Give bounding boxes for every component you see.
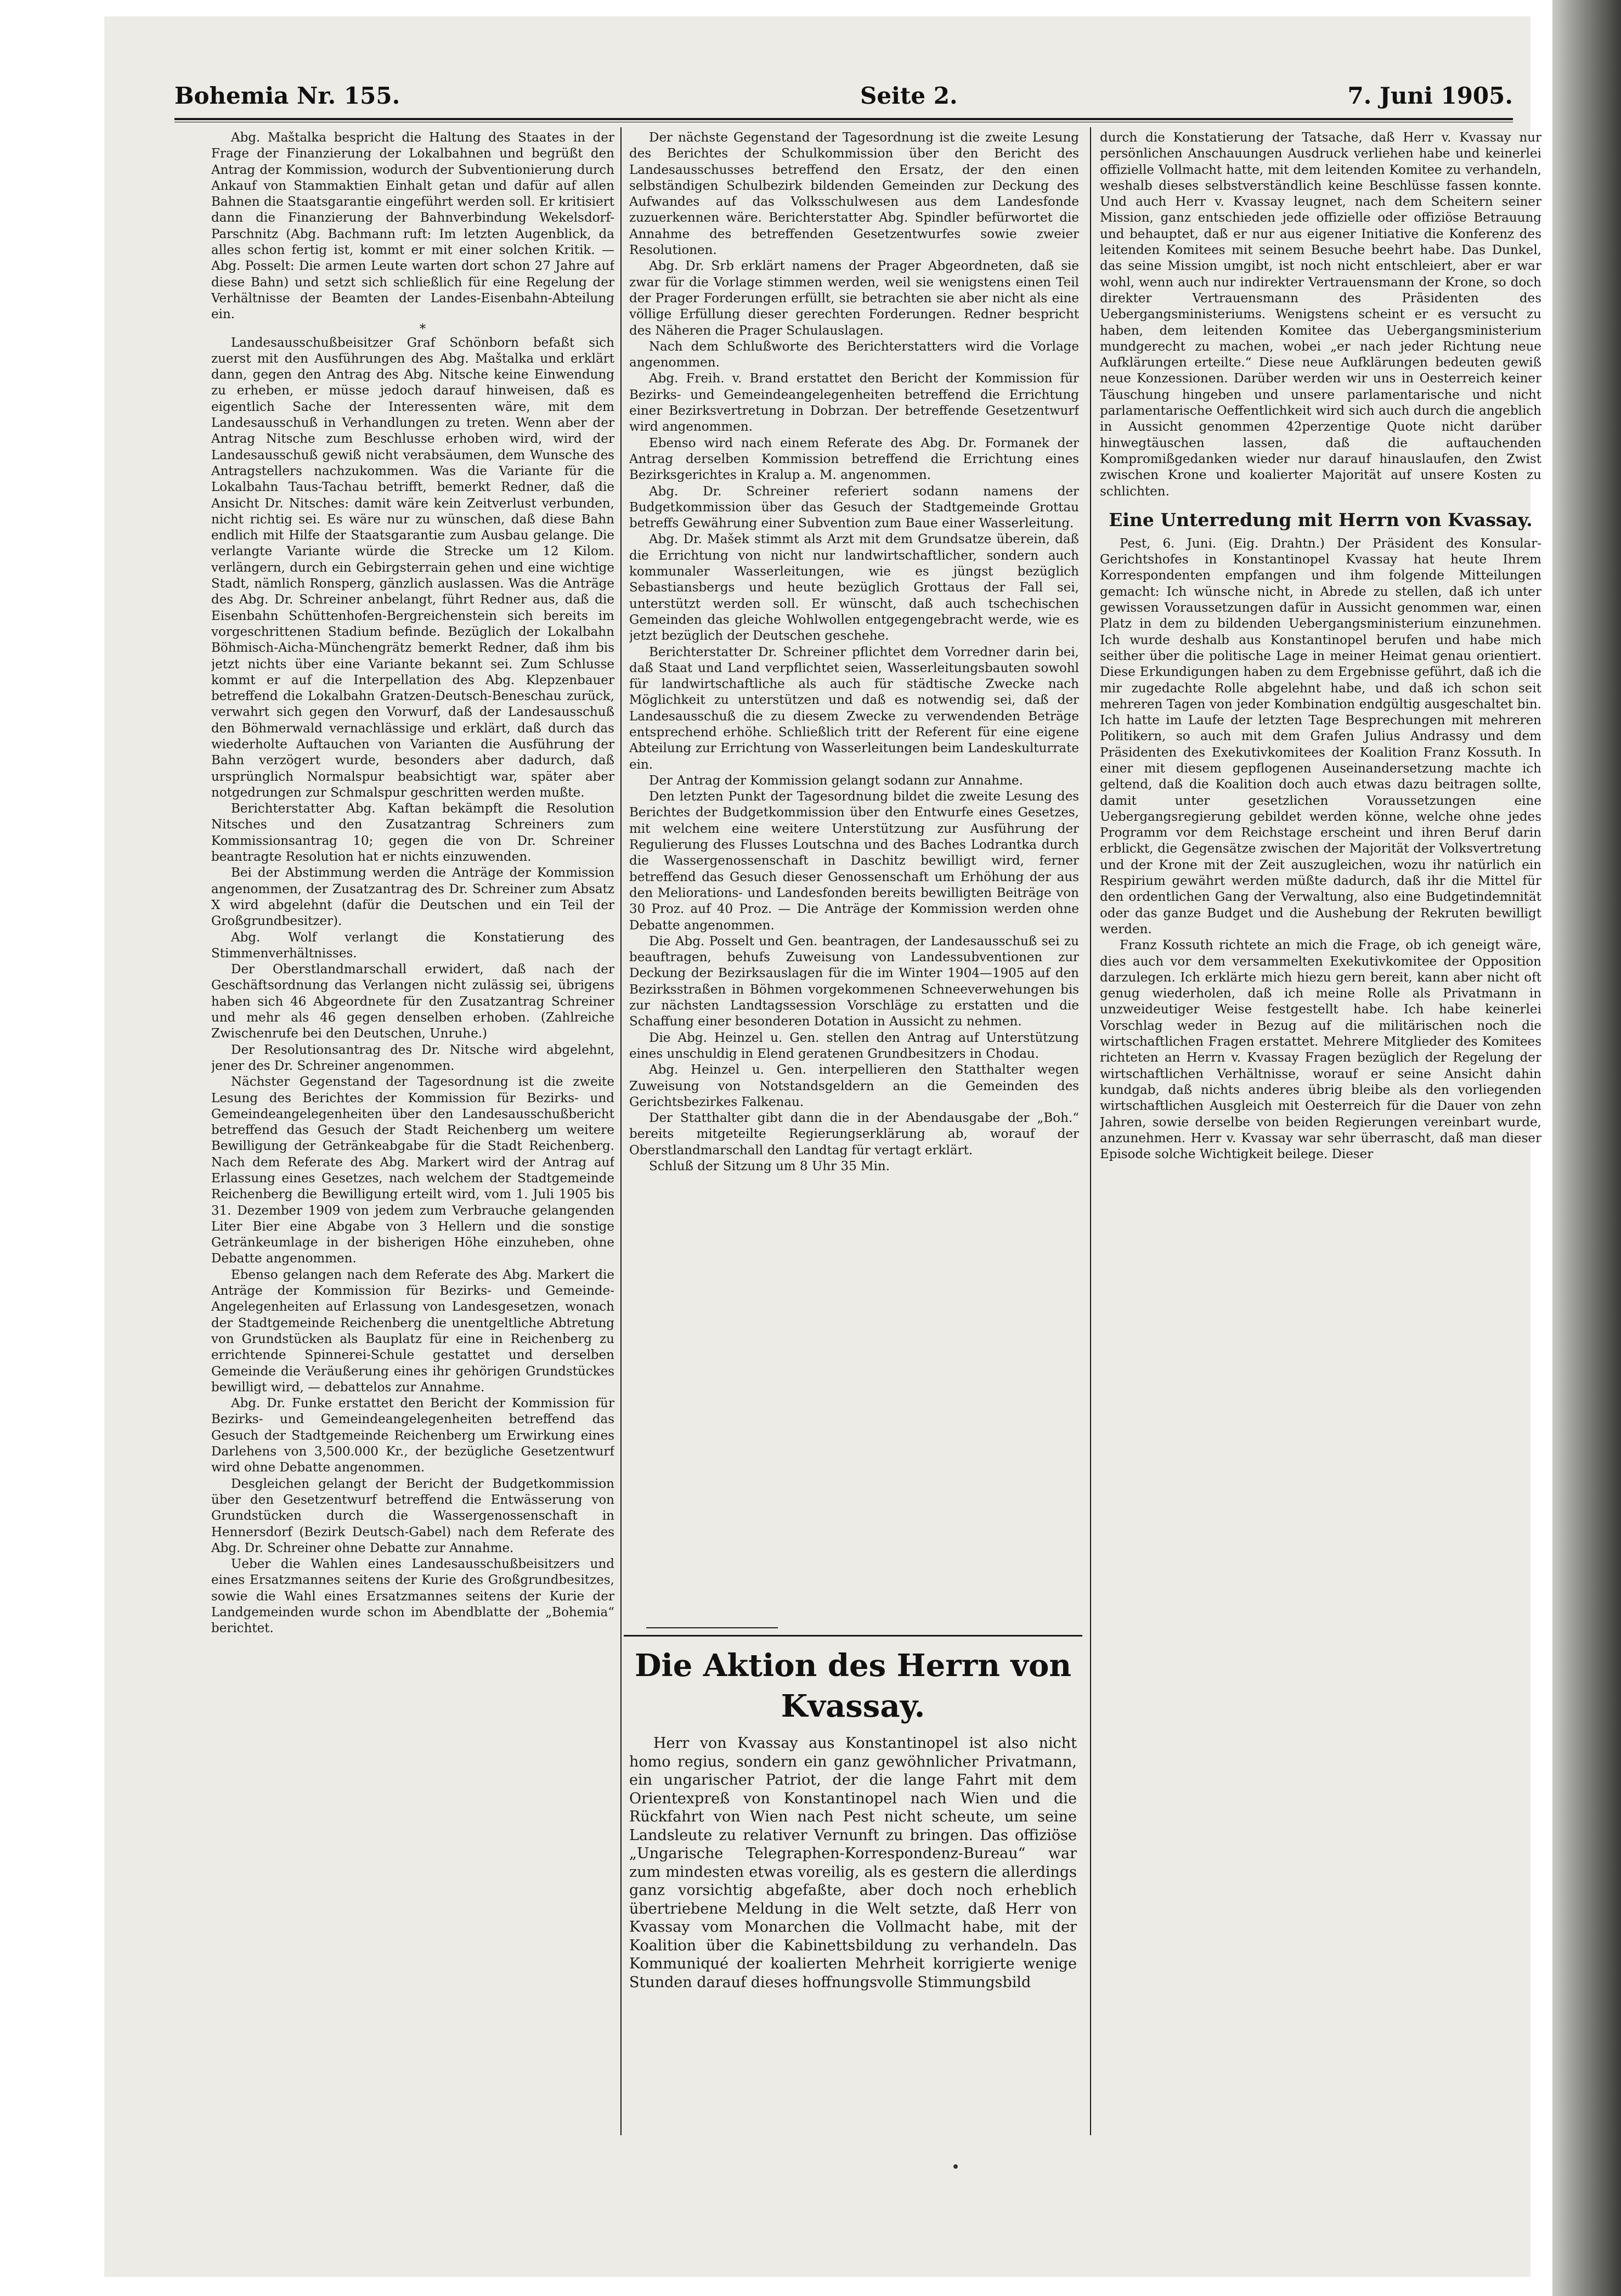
col2-para: Berichterstatter Dr. Schreiner pflichtet dem Vorredner darin bei, daß Staat und Land verpflichtet seien, Wasserleitungsbauten sowohl für landwirtschaftliche als auch für städtische Zwecke nach Möglichkeit zu unterstützen und daß es notwendig sei, daß der Landesausschuß die zu diesem Zwecke zu verwendenden Beträge entsprechend erhöhe. Schließlich tritt der Referent für eine eigene Abteilung zur Errichtung von Wasserleitungen beim Landeskulturrate ein. (629, 645, 1079, 772)
col2-para: Abg. Freih. v. Brand erstattet den Bericht der Kommission für Bezirks- und Gemeindeangelegenheiten betreffend die Errichtung einer Bezirksvertretung in Dobrzan. Der betreffende Gesetzentwurf wird angenommen. (629, 371, 1079, 435)
col2-para: Den letzten Punkt der Tagesordnung bildet die zweite Lesung des Berichtes der Budgetkommission über den Entwurfe eines Gesetzes, mit welchem eine weitere Unterstützung zur Ausführung der Regulierung des Flusses Loutschna und des Baches Lodrantka durch die Wassergenossenschaft in Daschitz bewilligt wird, ferner betreffend das Gesuch dieser Genossenschaft um Erhöhung der aus den Meliorations- und Landesfonden bereits bewilligten Beiträge von 30 Proz. auf 40 Proz. — Die Anträge der Kommission werden ohne Debatte angenommen. (629, 789, 1079, 933)
col1-para: Nächster Gegenstand der Tagesordnung ist die zweite Lesung des Berichtes der Kommission für Bezirks- und Gemeindeangelegenheiten über den Landesausschußbericht betreffend das Gesuch der Stadt Reichenberg um weitere Bewilligung der Getränkeabgabe für die Stadt Reichenberg. Nach dem Referate des Abg. Markert wird der Antrag auf Erlassung eines Gesetzes, nach welchem der Stadtgemeinde Reichenberg die Bewilligung erteilt wird, vom 1. Juli 1905 bis 31. Dezember 1909 von jedem zum Verbrauche gelangenden Liter Bier eine Abgabe von 3 Hellern und die sonstige Getränkeumlage in der bisherigen Höhe einzuheben, ohne Debatte angenommen. (211, 1075, 614, 1266)
feature-body (629, 1734, 1077, 2129)
col2-para: Der Statthalter gibt dann die in der Abendausgabe der „Boh.“ bereits mitgeteilte Regierungserklärung ab, worauf der Oberstlandmarschall den Landtag für vertagt erklärt. (629, 1111, 1079, 1158)
col1-para: Der Oberstlandmarschall erwidert, daß nach der Geschäftsordnung das Verlangen nicht zulässig sei, übrigens haben sich 46 Abgeordnete für den Zusatzantrag Schreiner und mehr als 46 gegen denselben erhoben. (Zahlreiche Zwischenrufe bei den Deutschen, Unruhe.) (211, 962, 614, 1041)
col1-para: Berichterstatter Abg. Kaftan bekämpft die Resolution Nitsches und den Zusatzantrag Schreiners zum Kommissionsantrag 10; gegen die von Dr. Schreiner beantragte Resolution hat er nichts einzuwenden. (211, 802, 614, 865)
col3-para: Franz Kossuth richtete an mich die Frage, ob ich geneigt wäre, dies auch vor dem versammelten Exekutivkomitee der Opposition darzulegen. Ich erklärte mich hiezu gern bereit, kann aber nicht oft genug wiederholen, daß ich meine Rolle als Privatmann in unzweideutiger Weise festgestellt habe. Ich habe keinerlei Vorschlag weder in Bezug auf die militärischen noch die wirtschaftlichen Fragen erstattet. Mehrere Mitglieder des Komitees richteten an Herrn v. Kvassay Fragen bezüglich der Regelung der wirtschaftlichen Verhältnisse, worauf er seine Ansicht dahin kundgab, daß nichts anderes übrig bleibe als den vorliegenden wirtschaftlichen Ausgleich mit Oesterreich für die Dauer von zehn Jahren, sowie derselbe von beiden Regierungen vereinbart wurde, anzunehmen. Herr v. Kvassay war sehr überrascht, daß man dieser Episode solche Wichtigkeit beilege. Dieser (1100, 938, 1541, 1162)
col1-para: Ebenso gelangen nach dem Referate des Abg. Markert die Anträge der Kommission für Bezirks- und Gemeinde-Angelegenheiten auf Erlassung von Landesgesetzen, wonach der Stadtgemeinde Reichenberg die unentgeltliche Abtretung von Grundstücken als Bauplatz für eine in Reichenberg zu errichtende Spinnerei-Schule gestattet und derselben Gemeinde die Veräußerung eines ihr gehörigen Grundstückes bewilligt wird, — debattelos zur Annahme. (211, 1267, 614, 1395)
col2-para: Der nächste Gegenstand der Tagesordnung ist die zweite Lesung des Berichtes der Schulkommission über den Bericht des Landesausschusses betreffend den Ersatz, der den einen selbständigen Schulbezirk bildenden Gemeinden zur Deckung des Aufwandes auf das Volksschulwesen aus dem Landesfonde zuzuerkennen wäre. Berichterstatter Abg. Spindler befürwortet die Annahme des betreffenden Gesetzentwurfes sowie zweier Resolutionen. (629, 131, 1079, 258)
scan-edge-shadow (1552, 0, 1621, 2296)
column-rule-2 (1090, 127, 1091, 2135)
col2-para: Abg. Dr. Schreiner referiert sodann namens der Budgetkommission über das Gesuch der Stadtgemeinde Grottau betreffs Gewährung einer Subvention zum Baue einer Wasserleitung. (629, 484, 1079, 531)
session-end-rule (646, 1627, 778, 1628)
ink-dot (953, 2164, 958, 2169)
col3-para: durch die Konstatierung der Tatsache, daß Herr v. Kvassay nur persönlichen Anschauungen Ausdruck verliehen habe und keinerlei offizielle Vollmacht hatte, mit dem leitenden Komitee zu verhandeln, weshalb dieses selbstverständlich keine Beschlüsse fassen konnte. Und auch Herr v. Kvassay leugnet, nach dem Scheitern seiner Mission, ganz entschieden jede offizielle oder offiziöse Betrauung und behauptet, daß er nur aus eigener Initiative die Konferenz des leitenden Komitees mit seinem Besuche beehrt habe. Das Dunkel, das seine Mission umgibt, ist noch nicht entschleiert, aber er war wohl, wenn auch nur indirekter Vertrauensmann der Krone, so doch direkter Vertrauensmann des Präsidenten des Uebergangsministeriums. Wenigstens scheint er es versucht zu haben, dem leitenden Komitee das Uebergangsministerium mundgerecht zu machen, wobei „er nach jeder Richtung neue Aufklärungen erteilte.“ Diese neue Aufklärungen bedeuten gewiß neue Konzessionen. Darüber werden wir uns in Oesterreich keiner Täuschung hingeben und unsere parlamentarische und nicht parlamentarische Oeffentlichkeit wird sich auch durch die angeblich in Aussicht genommen 42perzentige Quote nicht darüber hinwegtäuschen lassen, daß die auftauchenden Kompromißgedanken wieder nur darauf hinauslaufen, den Zwist zwischen Krone und koalierter Majorität auf unsere Kosten zu schlichten. (1100, 131, 1541, 499)
feature-para: Herr von Kvassay aus Konstantinopel ist also nicht homo regius, sondern ein ganz gewöhnlicher Privatmann, ein ungarischer Patriot, der die lange Fahrt mit dem Orientexpreß von Konstantinopel nach Wien und die Rückfahrt von Wien nach Pest nicht scheute, um seine Landsleute zu relativer Vernunft zu bringen. Das offiziöse „Ungarische Telegraphen-Korrespondenz-Bureau“ war zum mindesten etwas voreilig, als es gestern die allerdings ganz vorsichtig abgefaßte, aber doch noch erheblich übertriebene Meldung in die Welt setzte, daß Herr von Kvassay vom Monarchen die Vollmacht habe, mit der Koalition über die Kabinettsbildung zu verhandeln. Das Kommuniqué der koalierten Mehrheit korrigierte wenige Stunden darauf dieses hoffnungsvolle Stimmungsbild (629, 1735, 1077, 1991)
col2-para: Abg. Dr. Srb erklärt namens der Prager Abgeordneten, daß sie zwar für die Vorlage stimmen werden, weil sie wenigstens einen Teil der Prager Forderungen erfüllt, sie betrachten sie aber nicht als eine völlige Erfüllung dieser gerechten Forderungen. Redner bespricht des Näheren die Prager Schulauslagen. (629, 259, 1079, 338)
col2-para: Nach dem Schlußworte des Berichterstatters wird die Vorlage angenommen. (629, 339, 1079, 370)
feature-title: Die Aktion des Herrn von Kvassay. (634, 1648, 1072, 1724)
masthead-issue: Bohemia Nr. 155. (174, 82, 400, 109)
col2-para: Abg. Heinzel u. Gen. interpellieren den Statthalter wegen Zuweisung von Notstandsgeldern an die Gemeinden des Gerichtsbezirkes Falkenau. (629, 1063, 1079, 1109)
col1-para: Ueber die Wahlen eines Landesausschußbeisitzers und eines Ersatzmannes seitens der Kurie des Großgrundbesitzes, sowie die Wahl eines Ersatzmannes seitens der Kurie der Landgemeinden wurde schon im Abendblatte der „Bohemia“ berichtet. (211, 1557, 614, 1636)
column-left (211, 130, 614, 2133)
masthead (174, 82, 1513, 115)
col2-para: Schluß der Sitzung um 8 Uhr 35 Min. (649, 1159, 890, 1174)
column-middle (629, 130, 1079, 1631)
col2-para: Die Abg. Heinzel u. Gen. stellen den Antrag auf Unterstützung eines unschuldig in Elend geratenen Grundbesitzers in Chodau. (629, 1030, 1079, 1061)
header-rule (174, 118, 1513, 120)
column-right (1100, 130, 1541, 2133)
col2-para: Die Abg. Posselt und Gen. beantragen, der Landesausschuß sei zu beauftragen, behufs Zuweisung von Landessubventionen zur Deckung der Bezirksauslagen für die im Winter 1904—1905 auf den Bezirksstraßen in Böhmen vorgekommenen Schneeverwehungen bis zur nächsten Landtagssession Vorschläge zu erstatten und die Schaffung einer besonderen Dotation in Aussicht zu nehmen. (629, 934, 1079, 1029)
col1-para: Desgleichen gelangt der Bericht der Budgetkommission über den Gesetzentwurf betreffend die Entwässerung von Grundstücken durch die Wassergenossenschaft in Hennersdorf (Bezirk Deutsch-Gabel) nach dem Referate des Abg. Dr. Schreiner ohne Debatte zur Annahme. (211, 1476, 614, 1555)
masthead-page: Seite 2. (860, 82, 958, 109)
star-separator: * (419, 321, 426, 336)
col3-para: Pest, 6. Juni. (Eig. Drahtn.) Der Präsident des Konsular-Gerichtshofes in Konstantinopel Kvassay hat heute Ihrem Korrespondenten empfangen und ihm folgende Mitteilungen gemacht: Ich wünsche nicht, in Abrede zu stellen, daß ich unter gewissen Voraussetzungen dafür in Aussicht genommen war, einen Platz in dem zu bildenden Uebergangsministerium einzunehmen. Ich wurde deshalb aus Konstantinopel berufen und habe mich seither über die politische Lage in meiner Heimat genau orientiert. Diese Erkundigungen haben zu dem Ergebnisse geführt, daß ich die mir zugedachte Rolle abgelehnt habe, und daß ich schon seit mehreren Tagen von jeder Kombination endgültig ausgeschaltet bin. Ich hatte im Laufe der letzten Tage Besprechungen mit mehreren Politikern, so auch mit dem Grafen Julius Andrassy und dem Präsidenten des Exekutivkomitees der Koalition Franz Kossuth. In einer mit diesem gepflogenen Auseinandersetzung machte ich geltend, daß die Koalition doch auch etwas dazu beitragen sollte, damit unter gesetzlichen Voraussetzungen eine Uebergangsregierung gebildet werden könne, welche ohne jedes Programm vor dem Reichstage erscheint und ihren Beruf darin erblickt, die Gegensätze zwischen der Majorität der Volksvertretung und der Krone mit der Zeit auszugleichen, wozu ihr natürlich ein Respirium gewährt werden müßte dadurch, daß ihr die Mittel für den ordentlichen Gang der Verwaltung, also eine Budgetindemnität oder das ganze Budget und die Aushebung der Rekruten bewilligt werden. (1100, 536, 1541, 937)
section-title: Eine Unterredung mit Herrn von Kvassay. (1109, 509, 1533, 531)
col2-para: Abg. Dr. Mašek stimmt als Arzt mit dem Grundsatze überein, daß die Errichtung von nicht nur landwirtschaftlicher, sondern auch kommunaler Wasserleitungen, wie es jüngst bezüglich Sebastiansbergs und heute bezüglich Grottaus der Fall sei, unterstützt werden soll. Er wünscht, daß auch tschechischen Gemeinden das gleiche Wohlwollen entgegengebracht werde, wie es jetzt bezüglich der Deutschen geschehe. (629, 532, 1079, 644)
col1-para: Bei der Abstimmung werden die Anträge der Kommission angenommen, der Zusatzantrag des Dr. Schreiner zum Absatz X wird abgelehnt (dafür die Deutschen und ein Teil der Großgrundbesitzer). (211, 866, 614, 929)
column-rule-1 (620, 127, 622, 2135)
masthead-date: 7. Juni 1905. (1347, 82, 1513, 109)
col1-para: Der Resolutionsantrag des Dr. Nitsche wird abgelehnt, jener des Dr. Schreiner angenommen. (211, 1042, 614, 1073)
col1-para: Landesausschußbeisitzer Graf Schönborn befaßt sich zuerst mit den Ausführungen des Abg. Maštalka und erklärt dann, gegen den Antrag des Abg. Nitsche keine Einwendung zu erheben, er müsse jedoch darauf hinweisen, daß es eigentlich Sache der Interessenten wäre, mit dem Landesausschuß in Verhandlungen zu treten. Wenn aber der Antrag Nitsche zum Beschlusse erhoben wird, wird der Landesausschuß gewiß nicht verabsäumen, dem Wunsche des Antragstellers nachzukommen. Was die Variante für die Lokalbahn Taus-Tachau betrifft, bemerkt Redner, daß die Ansicht Dr. Nitsches: damit wäre kein Zeitverlust verbunden, nicht richtig sei. Es wäre nur zu wünschen, daß diese Bahn endlich mit Hilfe der Staatsgarantie zum Ausbau gelange. Die verlangte Variante würde die Strecke um 12 Kilom. verlängern, durch ein Gebirgsterrain gehen und eine wichtige Stadt, nämlich Ronsperg, gänzlich auslassen. Was die Anträge des Abg. Dr. Schreiner anbelangt, führt Redner aus, daß die Eisenbahn Schüttenhofen-Bergreichenstein sich bereits im vorgeschrittenen Stadium befinde. Bezüglich der Lokalbahn Böhmisch-Aicha-Münchengrätz bemerkt Redner, daß ihm bis jetzt nichts über eine Variante bekannt sei. Zum Schlusse kommt er auf die Interpellation des Abg. Klepzenbauer betreffend die Lokalbahn Gratzen-Deutsch-Beneschau zurück, verwahrt sich gegen den Vorwurf, daß der Landesausschuß den Böhmerwald vernachlässige und erklärt, daß durch das wiederholte Auftauchen von Varianten die Ausführung der Bahn verzögert wurde, besonders aber dadurch, daß ursprünglich Normalspur beabsichtigt war, später aber notgedrungen zur Schmalspur geschritten werden mußte. (211, 335, 614, 800)
col1-para: Abg. Wolf verlangt die Konstatierung des Stimmenverhältnisses. (211, 930, 614, 961)
col1-para: Abg. Dr. Funke erstattet den Bericht der Kommission für Bezirks- und Gemeindeangelegenheiten betreffend das Gesuch der Stadtgemeinde Reichenberg um Erwirkung eines Darlehens von 3,500.000 Kr., der bezügliche Gesetzentwurf wird ohne Debatte angenommen. (211, 1396, 614, 1475)
feature-article (624, 1635, 1082, 2133)
col2-para: Ebenso wird nach einem Referate des Abg. Dr. Formanek der Antrag derselben Kommission betreffend die Errichtung eines Bezirksgerichtes in Kralup a. M. angenommen. (629, 436, 1079, 483)
col2-para: Der Antrag der Kommission gelangt sodann zur Annahme. (649, 773, 1023, 788)
col1-para: Abg. Maštalka bespricht die Haltung des Staates in der Frage der Finanzierung der Lokalbahnen und begrüßt den Antrag der Kommission, wodurch der Subventionierung durch Ankauf von Stammaktien Einhalt getan und dafür auf allen Bahnen die Staatsgarantie eingeführt werden soll. Er kritisiert dann die Finanzierung der Bahnverbindung Wekelsdorf-Parschnitz (Abg. Bachmann ruft: Im letzten Augenblick, da alles schon fertig ist, kommt er mit einer solchen Kritik. — Abg. Posselt: Die armen Leute warten dort schon 27 Jahre auf diese Bahn) und setzt sich schließlich für eine Regelung der Verhältnisse der Beamten der Landes-Eisenbahn-Abteilung ein. (211, 131, 614, 322)
